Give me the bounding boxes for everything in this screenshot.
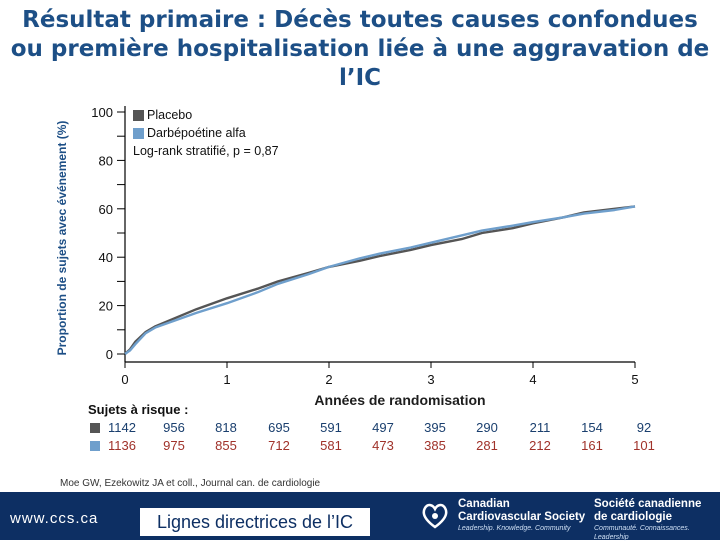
logrank-annotation: Log-rank stratifié, p = 0,87	[133, 144, 279, 158]
legend-item-darbepoetin	[133, 124, 279, 142]
placebo-swatch	[133, 110, 144, 121]
x-tick-label: 3	[427, 372, 435, 387]
guidelines-label: Lignes directrices de l’IC	[140, 508, 370, 536]
y-tick-label: 0	[105, 347, 113, 362]
y-tick-label: 60	[98, 201, 113, 217]
y-tick-label: 20	[98, 298, 113, 314]
at-risk-cell-darbepoetin: 975	[163, 438, 185, 453]
at-risk-cell-placebo: 497	[372, 420, 394, 435]
at-risk-cell-placebo: 591	[320, 420, 342, 435]
x-tick-label: 2	[325, 372, 333, 387]
at-risk-cell-placebo: 92	[636, 420, 652, 435]
series-line-darbepoetin	[125, 206, 635, 354]
org-name-en	[458, 498, 588, 533]
at-risk-cell-placebo: 154	[581, 420, 603, 435]
at-risk-cell-placebo: 695	[268, 420, 290, 435]
at-risk-cell-darbepoetin: 212	[529, 438, 551, 453]
y-tick-label: 100	[91, 105, 113, 120]
y-tick-label: 40	[98, 250, 113, 266]
at-risk-cell-placebo: 956	[163, 420, 185, 435]
x-tick-label: 5	[631, 372, 639, 387]
x-tick-label: 1	[223, 372, 231, 387]
at-risk-cell-placebo: 395	[424, 420, 446, 435]
at-risk-title: Sujets à risque :	[88, 402, 189, 417]
at-risk-row-placebo	[0, 420, 720, 438]
x-tick-label: 4	[529, 372, 537, 387]
at-risk-cell-darbepoetin: 281	[476, 438, 498, 453]
at-risk-cell-placebo: 1142	[108, 420, 136, 435]
darbepoetin-swatch	[133, 128, 144, 139]
title-line-1: Résultat primaire : Décès toutes causes confondues	[22, 7, 698, 33]
x-axis-label: Années de randomisation	[314, 392, 486, 408]
at-risk-cell-darbepoetin: 101	[633, 438, 655, 453]
y-tick-label: 80	[98, 153, 113, 169]
legend-label-darbepoetin: Darbépoétine alfa	[147, 126, 246, 140]
at-risk-cell-darbepoetin: 1136	[108, 438, 136, 453]
footer-url-link[interactable]: www.ccs.ca	[10, 510, 99, 527]
legend-label-placebo: Placebo	[147, 108, 193, 122]
org-en-title: Canadian Cardiovascular Society	[458, 498, 586, 523]
at-risk-cell-darbepoetin: 161	[581, 438, 603, 453]
legend	[133, 106, 279, 160]
org-en-tagline: Leadership. Knowledge. Community	[458, 525, 571, 532]
org-name-fr	[594, 498, 714, 542]
at-risk-cell-darbepoetin: 712	[268, 438, 290, 453]
at-risk-cell-placebo: 818	[215, 420, 237, 435]
ccs-heart-logo-icon	[420, 500, 450, 530]
footer-bar	[0, 492, 720, 540]
org-fr-tagline: Communauté. Connaissances. Leadership	[594, 525, 690, 541]
at-risk-cell-placebo: 290	[476, 420, 498, 435]
at-risk-cell-darbepoetin: 473	[372, 438, 394, 453]
title-line-2: ou première hospitalisation liée à une aggravation de	[10, 36, 710, 62]
legend-item-placebo	[133, 106, 279, 124]
org-fr-title: Société canadienne de cardiologie	[594, 498, 702, 523]
series-line-placebo	[125, 206, 635, 354]
at-risk-row-darbepoetin	[0, 438, 720, 456]
title-line-3: l’IC	[338, 65, 382, 91]
y-axis-label: Proportion de sujets avec événement (%)	[55, 120, 69, 356]
at-risk-cell-darbepoetin: 385	[424, 438, 446, 453]
at-risk-cell-placebo: 211	[529, 420, 551, 435]
at-risk-cell-darbepoetin: 581	[320, 438, 342, 453]
reference-citation: Moe GW, Ezekowitz JA et coll., Journal can. de cardiologie	[60, 478, 321, 489]
x-tick-label: 0	[121, 372, 129, 387]
at-risk-cell-darbepoetin: 855	[215, 438, 237, 453]
